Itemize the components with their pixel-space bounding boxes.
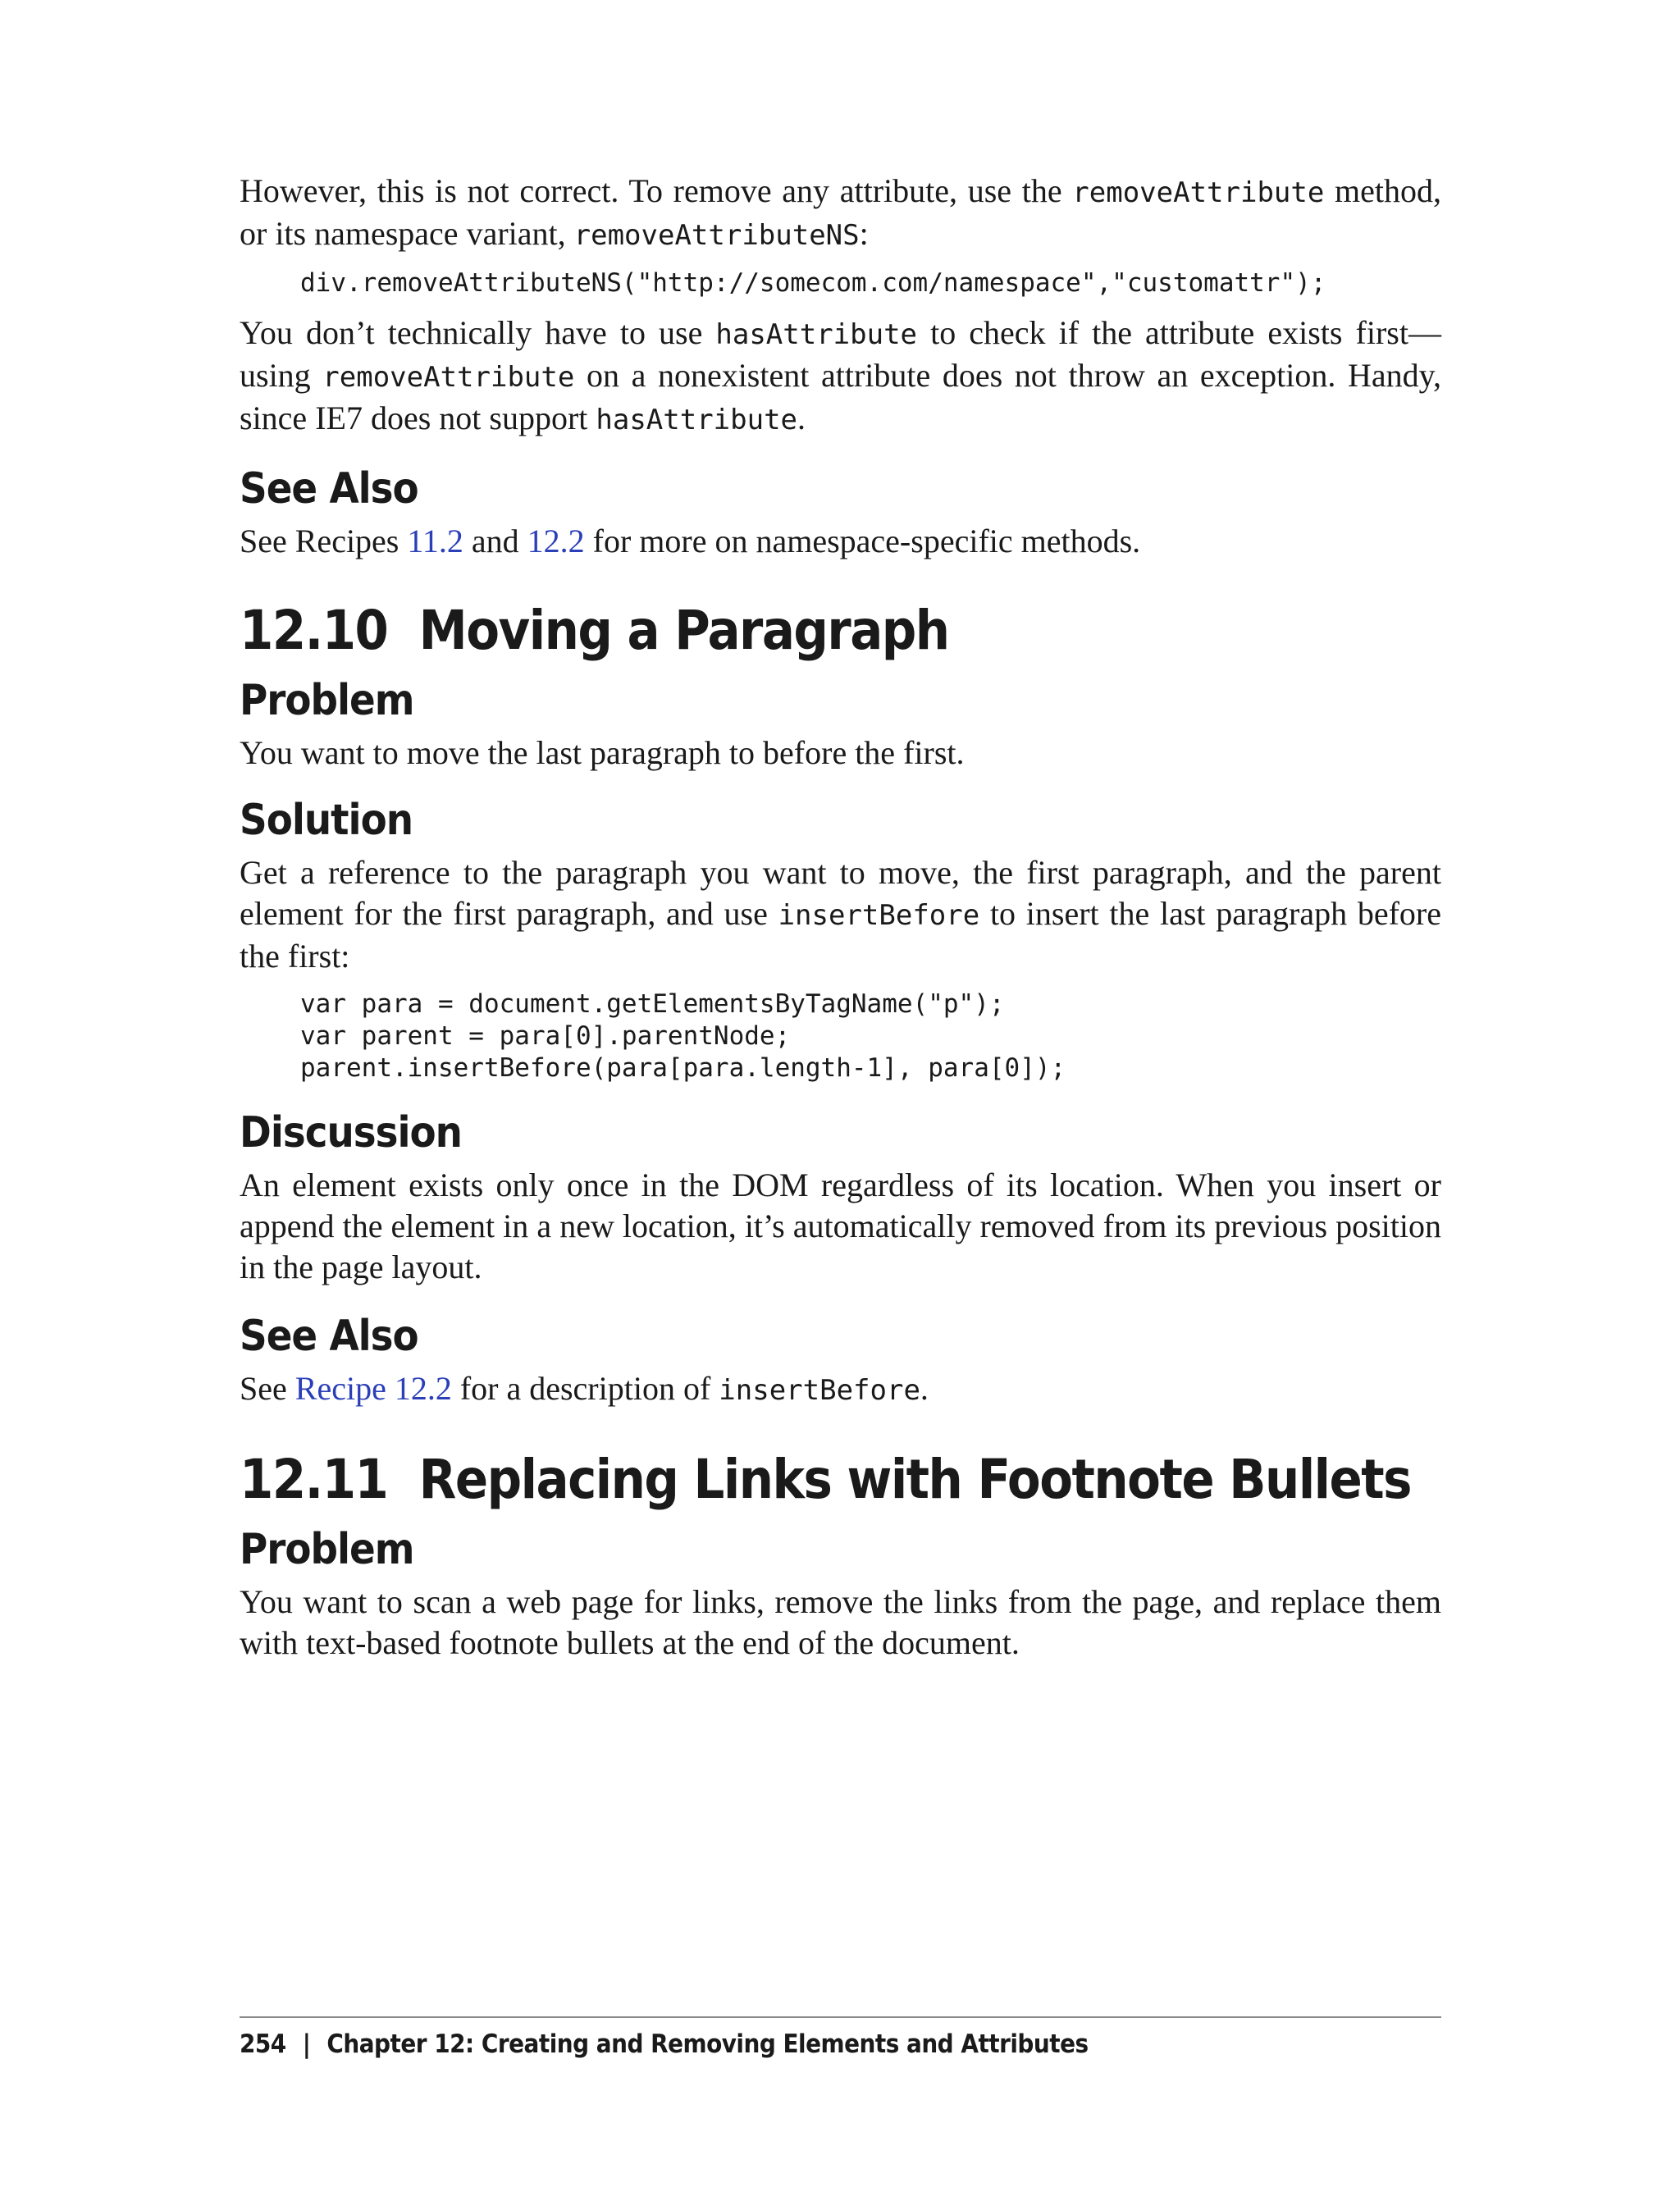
paragraph-remove-attribute: However, this is not correct. To remove any attribute, use the removeAttribute method, or its namespace variant, removeAttributeNS: [240, 172, 1441, 252]
link-recipe-12-2[interactable]: 12.2 [527, 523, 585, 559]
discussion-text: An element exists only once in the DOM regardless of its location. When you insert or append the element in a new location, it’s automatically removed from its previous position in the page layout. [240, 1166, 1441, 1285]
code-block-move-paragraph: var para = document.getElementsByTagName("p"); var parent = para[0].parentNode; parent.insertBefore(para[para.length-1], para[0]); [300, 989, 1066, 1083]
see-also-heading: See Also [240, 1312, 418, 1361]
see-also-text: See Recipes 11.2 and 12.2 for more on namespace-specific methods. [240, 523, 1141, 559]
problem-text: You want to move the last paragraph to before the first. [240, 734, 965, 771]
code-has-attribute: hasAttribute [715, 318, 918, 351]
footer-rule [240, 2016, 1441, 2018]
code-block-remove-attribute-ns: div.removeAttributeNS("http://somecom.com/namespace","customattr"); [300, 268, 1326, 298]
problem-heading: Problem [240, 1525, 414, 1574]
code-remove-attribute-ns: removeAttributeNS [573, 219, 860, 252]
chapter-title: Chapter 12: Creating and Removing Elements and Attributes [326, 2029, 1089, 2059]
problem-heading: Problem [240, 676, 414, 725]
code-remove-attribute: removeAttribute [322, 361, 575, 394]
code-insert-before: insertBefore [719, 1374, 920, 1407]
solution-text: Get a reference to the paragraph you want to move, the first paragraph, and the parent element for the first paragraph, and use insertBefore to insert the last paragraph before the first: [240, 854, 1441, 975]
code-has-attribute: hasAttribute [596, 404, 798, 436]
page-content [240, 171, 1441, 1664]
section-heading-12-11: 12.11 Replacing Links with Footnote Bullets [240, 1448, 1412, 1511]
link-recipe-12-2[interactable]: Recipe 12.2 [294, 1370, 452, 1407]
footer-separator: | [302, 2029, 311, 2059]
section-heading-12-10: 12.10 Moving a Paragraph [240, 599, 949, 662]
discussion-heading: Discussion [240, 1108, 462, 1157]
problem-text: You want to scan a web page for links, remove the links from the page, and replace them with text-based footnote bullets at the end of the document. [240, 1583, 1441, 1661]
link-recipe-11-2[interactable]: 11.2 [407, 523, 463, 559]
code-insert-before: insertBefore [778, 899, 980, 932]
paragraph-has-attribute: You don’t technically have to use hasAttribute to check if the attribute exists first—using removeAttribute on a nonexistent attribute does not throw an exception. Handy, since IE7 does not support hasAttribute. [240, 314, 1441, 436]
see-also-heading: See Also [240, 464, 418, 514]
see-also-text: See Recipe 12.2 for a description of insertBefore. [240, 1370, 929, 1407]
solution-heading: Solution [240, 796, 413, 845]
page-number: 254 [240, 2029, 286, 2059]
code-remove-attribute: removeAttribute [1072, 176, 1325, 209]
page-footer [240, 2028, 1089, 2061]
